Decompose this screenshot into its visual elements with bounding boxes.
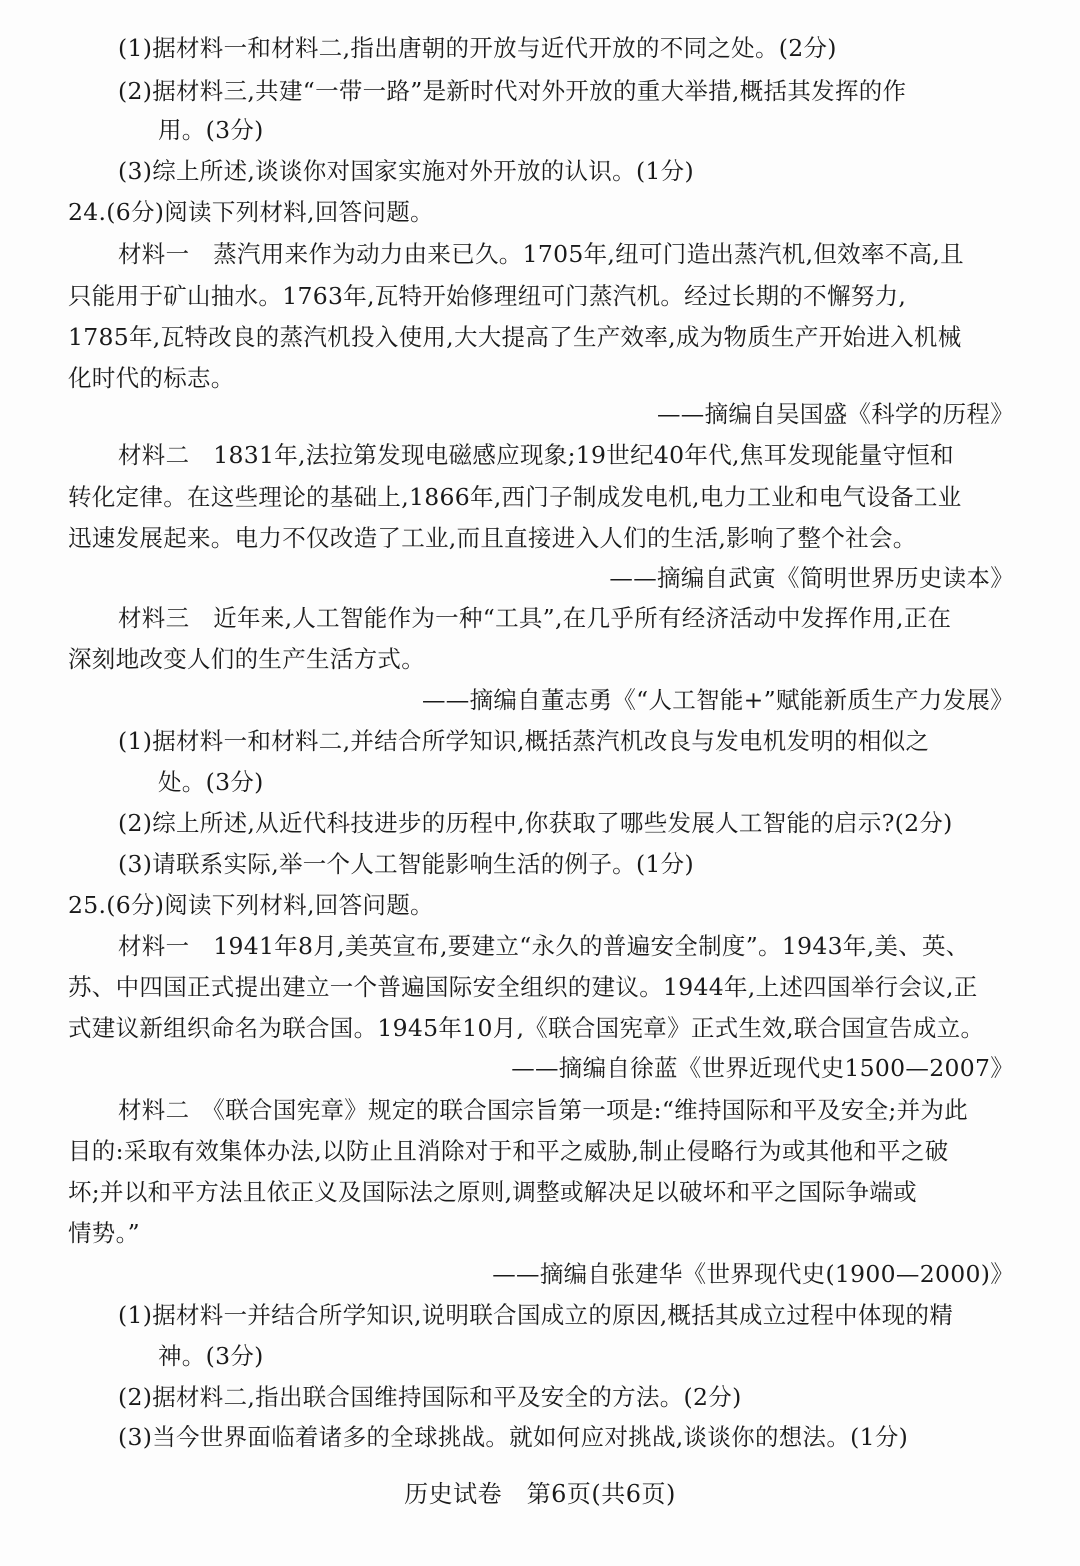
q24-material1-line: 化时代的标志。 <box>68 364 235 392</box>
q24-material2-source: ——摘编自武寅《简明世界历史读本》 <box>609 564 1014 592</box>
q24-sub3: (3)请联系实际,举一个人工智能影响生活的例子。(1分) <box>118 850 694 878</box>
q24-sub2: (2)综上所述,从近代科技进步的历程中,你获取了哪些发展人工智能的启示?(2分) <box>118 809 953 837</box>
q25-sub1: (1)据材料一并结合所学知识,说明联合国成立的原因,概括其成立过程中体现的精 <box>118 1301 954 1329</box>
q24-material3-source: ——摘编自董志勇《“人工智能+”赋能新质生产力发展》 <box>421 686 1014 714</box>
q25-material2-line: 坏;并以和平方法且依正义及国际法之原则,调整或解决足以破坏和平之国际争端或 <box>68 1178 917 1206</box>
q24-material3-line: 材料三 近年来,人工智能作为一种“工具”,在几乎所有经济活动中发挥作用,正在 <box>118 604 952 632</box>
q23-sub1: (1)据材料一和材料二,指出唐朝的开放与近代开放的不同之处。(2分) <box>118 34 837 62</box>
q24-material1-line: 1785年,瓦特改良的蒸汽机投入使用,大大提高了生产效率,成为物质生产开始进入机械 <box>68 323 962 351</box>
q25-material2-source: ——摘编自张建华《世界现代史(1900—2000)》 <box>492 1260 1014 1288</box>
q24-material3-line: 深刻地改变人们的生产生活方式。 <box>68 645 425 673</box>
q23-sub2-cont: 用。(3分) <box>158 116 264 144</box>
q25-material1-line: 式建议新组织命名为联合国。1945年10月,《联合国宪章》正式生效,联合国宣告成立。 <box>68 1014 985 1042</box>
q25-material2-line: 目的:采取有效集体办法,以防止且消除对于和平之威胁,制止侵略行为或其他和平之破 <box>68 1137 949 1165</box>
q24-material2-line: 迅速发展起来。电力不仅改造了工业,而且直接进入人们的生活,影响了整个社会。 <box>68 524 917 552</box>
q24-material1-line: 只能用于矿山抽水。1763年,瓦特开始修理纽可门蒸汽机。经过长期的不懈努力, <box>68 282 907 310</box>
q25-sub3: (3)当今世界面临着诸多的全球挑战。就如何应对挑战,谈谈你的想法。(1分) <box>118 1423 909 1451</box>
q24-sub1-cont: 处。(3分) <box>158 768 264 796</box>
q23-sub2: (2)据材料三,共建“一带一路”是新时代对外开放的重大举措,概括其发挥的作 <box>118 77 907 105</box>
q24-material2-line: 转化定律。在这些理论的基础上,1866年,西门子制成发电机,电力工业和电气设备工业 <box>68 483 962 511</box>
q24-sub1: (1)据材料一和材料二,并结合所学知识,概括蒸汽机改良与发电机发明的相似之 <box>118 727 930 755</box>
q25-sub2: (2)据材料二,指出联合国维持国际和平及安全的方法。(2分) <box>118 1383 742 1411</box>
q25-material1-line: 苏、中四国正式提出建立一个普遍国际安全组织的建议。1944年,上述四国举行会议,正 <box>68 973 978 1001</box>
q24-material2-line: 材料二 1831年,法拉第发现电磁感应现象;19世纪40年代,焦耳发现能量守恒和 <box>118 441 954 469</box>
page-footer: 历史试卷 第6页(共6页) <box>404 1480 676 1508</box>
q25-material1-line: 材料一 1941年8月,美英宣布,要建立“永久的普遍安全制度”。1943年,美、英、 <box>118 932 970 960</box>
q24-material1-line: 材料一 蒸汽用来作为动力由来已久。1705年,纽可门造出蒸汽机,但效率不高,且 <box>118 240 964 268</box>
q25-material2-line: 材料二 《联合国宪章》规定的联合国宗旨第一项是:“维持国际和平及安全;并为此 <box>118 1096 968 1124</box>
q25-material2-line: 情势。” <box>68 1219 140 1247</box>
q24-material1-source: ——摘编自吴国盛《科学的历程》 <box>657 400 1014 428</box>
q25-sub1-cont: 神。(3分) <box>158 1342 264 1370</box>
q25-heading: 25.(6分)阅读下列材料,回答问题。 <box>68 891 434 919</box>
q24-heading: 24.(6分)阅读下列材料,回答问题。 <box>68 198 434 226</box>
q25-material1-source: ——摘编自徐蓝《世界近现代史1500—2007》 <box>511 1054 1014 1082</box>
q23-sub3: (3)综上所述,谈谈你对国家实施对外开放的认识。(1分) <box>118 157 694 185</box>
